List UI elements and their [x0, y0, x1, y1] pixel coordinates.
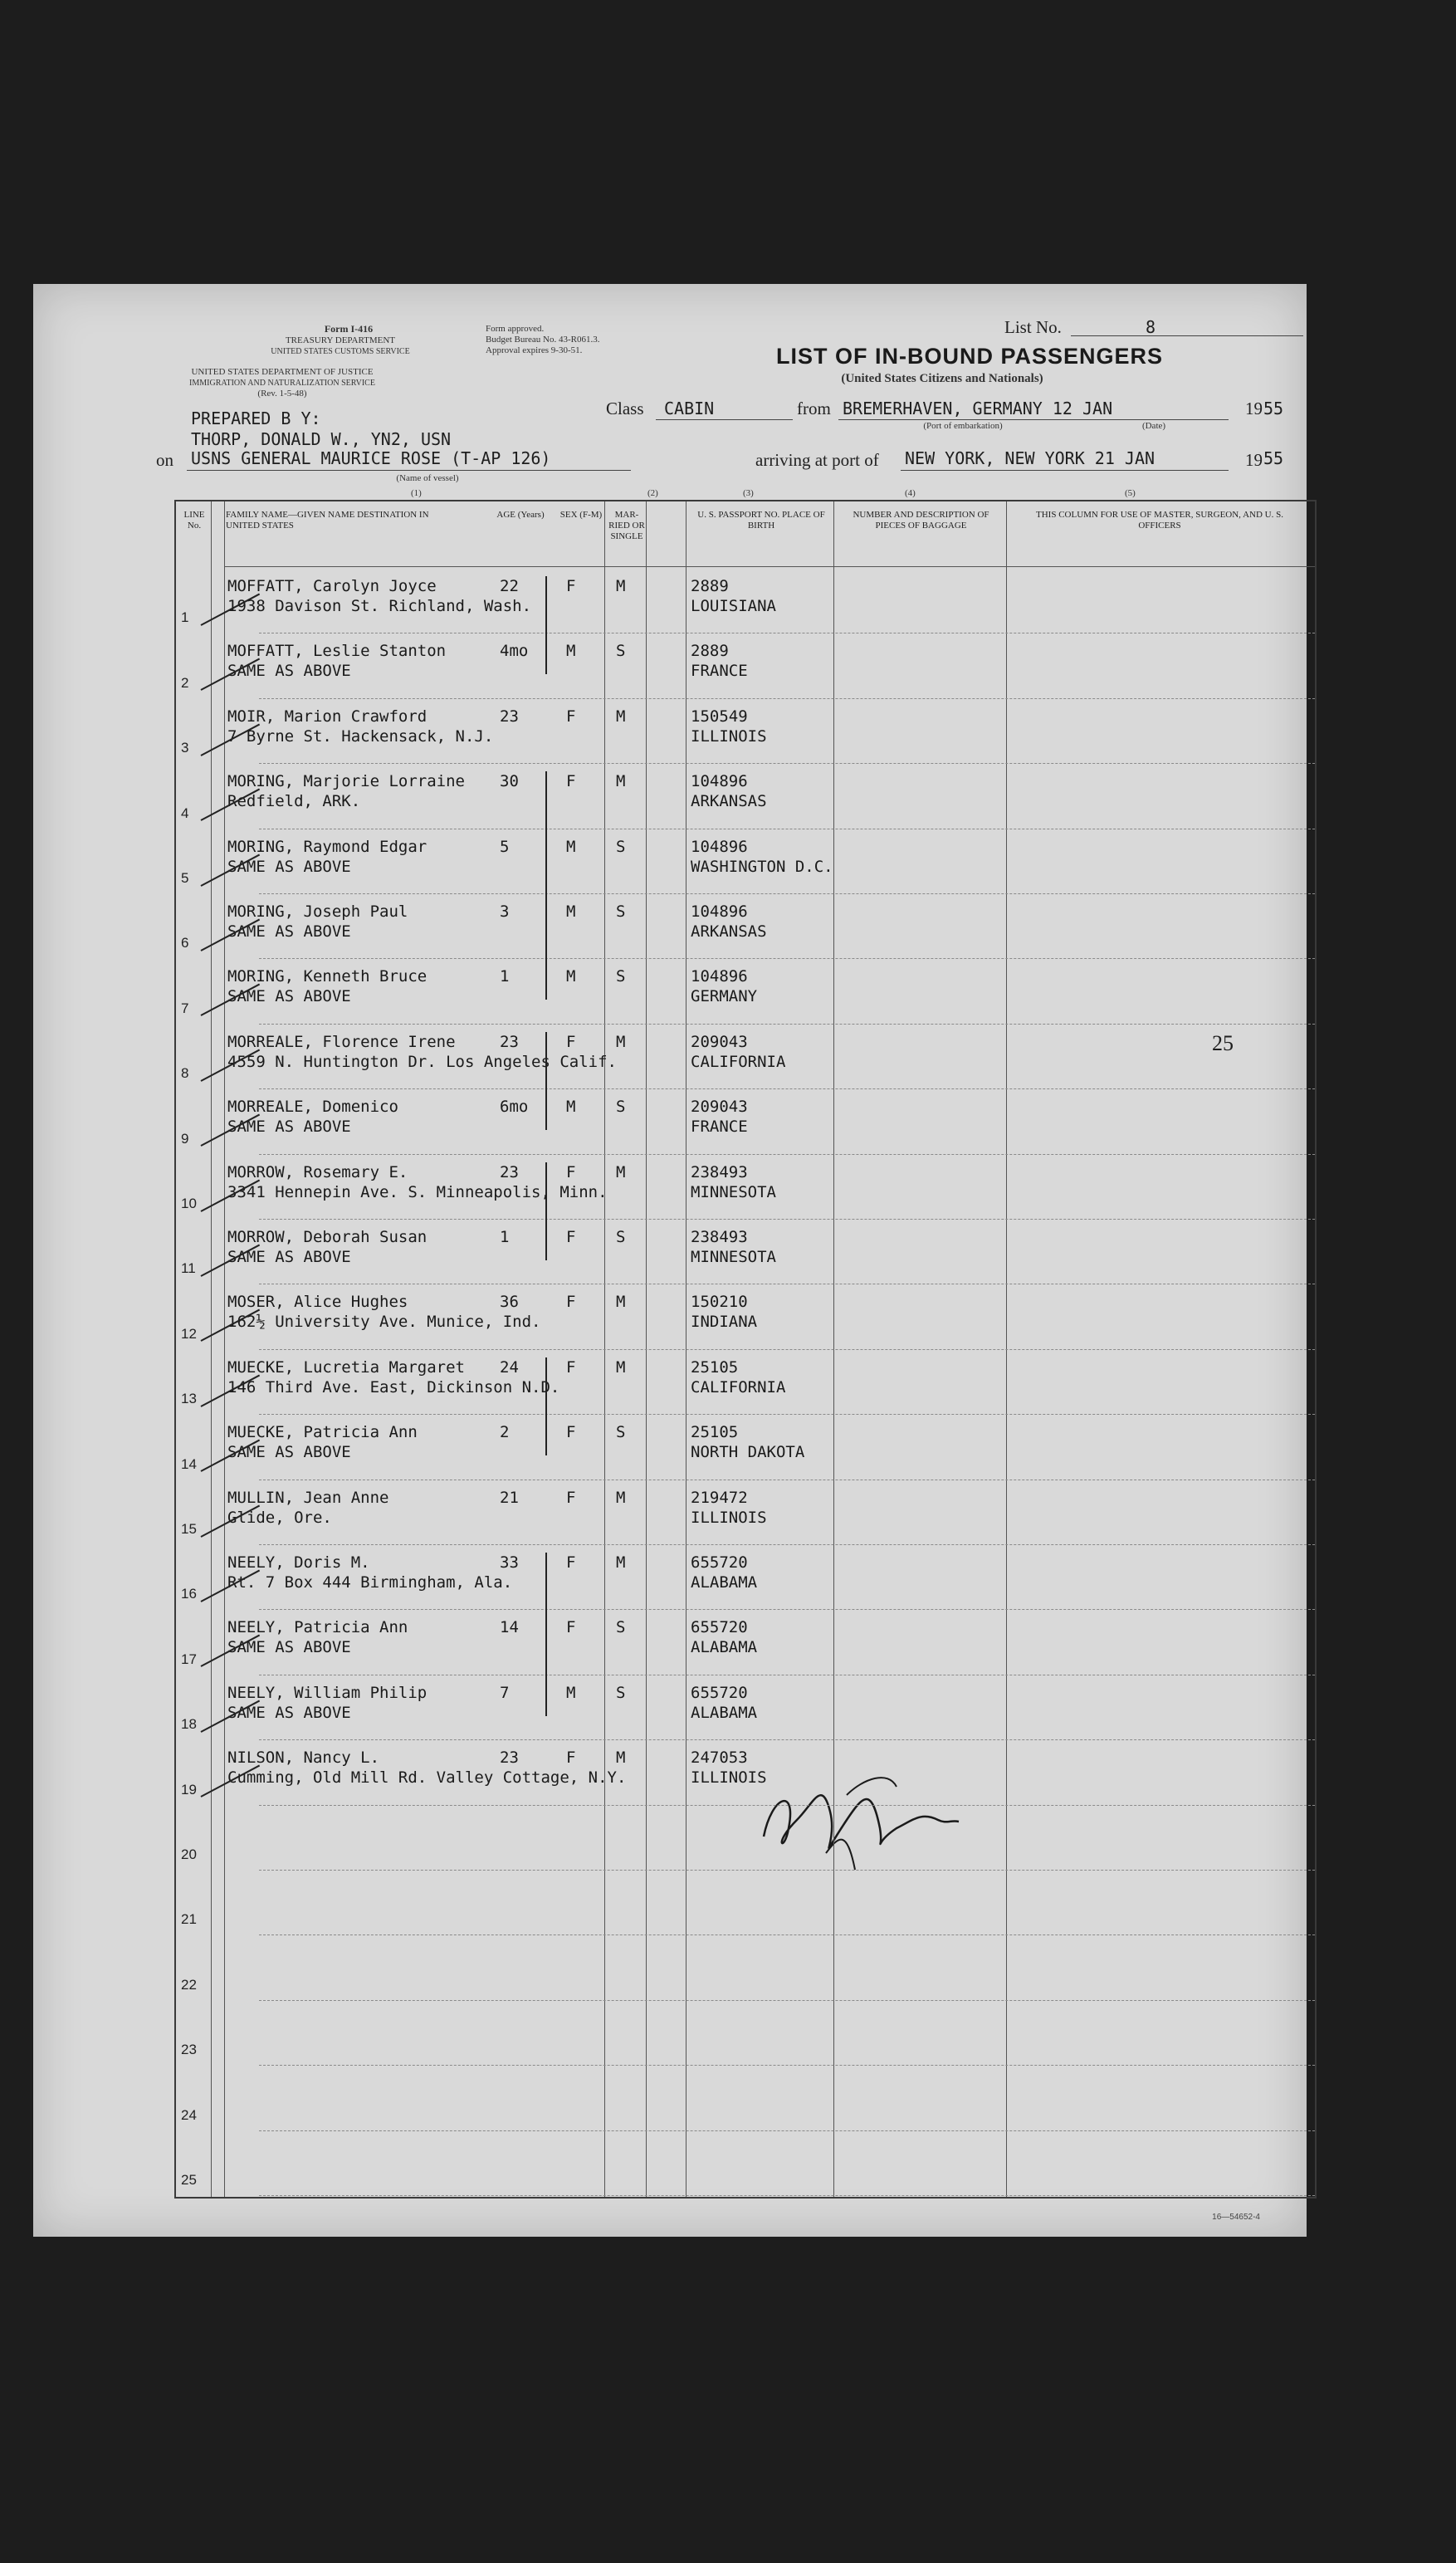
passenger-sex: F — [566, 1162, 576, 1181]
passenger-name: MULLIN, Jean Anne — [227, 1488, 389, 1507]
class-label: Class — [606, 399, 644, 418]
col-head-sex: SEX (F-M) — [559, 510, 603, 520]
passenger-marital: M — [616, 1357, 626, 1377]
passenger-destination: 146 Third Ave. East, Dickinson N.D. — [227, 1377, 560, 1396]
passenger-name: MORING, Marjorie Lorraine — [227, 772, 465, 791]
passport-number: 2889 — [691, 577, 729, 595]
family-bracket — [545, 1357, 547, 1455]
line-number: 17 — [181, 1651, 197, 1667]
passenger-name: MOFFATT, Carolyn Joyce — [227, 577, 437, 595]
passenger-marital: M — [616, 1488, 626, 1507]
passport-number: 209043 — [691, 1032, 748, 1051]
line-number: 16 — [181, 1586, 197, 1602]
row-divider — [259, 1739, 1315, 1740]
passenger-name: MUECKE, Patricia Ann — [227, 1423, 418, 1442]
page-title: LIST OF IN-BOUND PASSENGERS — [776, 344, 1164, 369]
passenger-marital: M — [616, 1293, 626, 1312]
passport-number: 209043 — [691, 1098, 748, 1117]
passenger-sex: F — [566, 1357, 576, 1377]
vessel-name: USNS GENERAL MAURICE ROSE (T-AP 126) — [191, 448, 551, 468]
passenger-age: 5 — [500, 837, 510, 856]
row-divider — [259, 1544, 1315, 1545]
passport-number: 25105 — [691, 1423, 739, 1442]
line-number: 12 — [181, 1325, 197, 1342]
list-no-underline — [1071, 335, 1303, 336]
place-of-birth: ILLINOIS — [691, 726, 767, 746]
passenger-age: 3 — [500, 902, 510, 921]
passenger-age: 22 — [500, 577, 519, 595]
preparer-name: THORP, DONALD W., YN2, USN — [191, 429, 452, 449]
passenger-destination: SAME AS ABOVE — [227, 662, 351, 681]
passenger-destination: 162½ University Ave. Munice, Ind. — [227, 1313, 541, 1332]
passenger-marital: S — [616, 1618, 626, 1637]
passenger-marital: M — [616, 577, 626, 595]
passport-number: 2889 — [691, 642, 729, 661]
port-embarkation-caption: (Port of embarkation) — [923, 421, 1003, 431]
date-caption: (Date) — [1141, 421, 1166, 431]
line-number: 23 — [181, 2042, 197, 2058]
place-of-birth: MINNESOTA — [691, 1182, 776, 1201]
passenger-destination: Redfield, ARK. — [227, 792, 361, 811]
passenger-destination: SAME AS ABOVE — [227, 1118, 351, 1137]
row-divider — [259, 1934, 1315, 1935]
passenger-sex: F — [566, 1032, 576, 1051]
passenger-destination: SAME AS ABOVE — [227, 987, 351, 1006]
line-number: 18 — [181, 1716, 197, 1733]
passenger-name: MUECKE, Lucretia Margaret — [227, 1357, 465, 1377]
passenger-marital: S — [616, 1228, 626, 1246]
passenger-sex: F — [566, 1749, 576, 1768]
passenger-name: NEELY, Doris M. — [227, 1553, 370, 1572]
col-num-1: (1) — [411, 488, 422, 498]
passenger-destination: 1938 Davison St. Richland, Wash. — [227, 597, 532, 615]
passenger-marital: M — [616, 1032, 626, 1051]
line-number: 8 — [181, 1065, 189, 1082]
passenger-destination: 3341 Hennepin Ave. S. Minneapolis, Minn. — [227, 1182, 608, 1201]
passenger-age: 4mo — [500, 642, 529, 661]
passenger-destination: SAME AS ABOVE — [227, 857, 351, 876]
from-value: BREMERHAVEN, GERMANY 12 JAN — [843, 399, 1113, 418]
passenger-marital: S — [616, 967, 626, 986]
row-divider — [259, 1154, 1315, 1155]
passenger-age: 21 — [500, 1488, 519, 1507]
line-number: 3 — [181, 740, 189, 756]
line-number: 19 — [181, 1781, 197, 1798]
col-head-married: MAR-RIED OR SINGLE — [608, 510, 645, 541]
line-number: 21 — [181, 1911, 197, 1928]
passenger-name: NEELY, William Philip — [227, 1683, 428, 1702]
passenger-marital: S — [616, 837, 626, 856]
line-number: 22 — [181, 1976, 197, 1993]
year2-label: 19 — [1245, 450, 1263, 470]
line-number: 25 — [181, 2172, 197, 2188]
on-label: on — [156, 450, 173, 470]
col-head-baggage: NUMBER AND DESCRIPTION OF PIECES OF BAGGAGE — [853, 510, 989, 531]
passenger-name: MOSER, Alice Hughes — [227, 1293, 408, 1312]
passenger-age: 24 — [500, 1357, 519, 1377]
passport-number: 219472 — [691, 1488, 748, 1507]
place-of-birth: ILLINOIS — [691, 1768, 767, 1788]
class-underline — [656, 419, 793, 420]
passenger-age: 33 — [500, 1553, 519, 1572]
row-divider — [259, 2000, 1315, 2001]
form-footer-number: 16—54652-4 — [1212, 2213, 1260, 2222]
passenger-age: 23 — [500, 707, 519, 726]
passenger-destination: SAME AS ABOVE — [227, 922, 351, 941]
vessel-underline — [187, 470, 631, 471]
place-of-birth: INDIANA — [691, 1313, 758, 1332]
place-of-birth: ARKANSAS — [691, 792, 767, 811]
passenger-destination: Cumming, Old Mill Rd. Valley Cottage, N.Y. — [227, 1768, 627, 1788]
col-num-2: (2) — [647, 488, 658, 498]
place-of-birth: FRANCE — [691, 1118, 748, 1137]
place-of-birth: NORTH DAKOTA — [691, 1443, 805, 1462]
customs-label: UNITED STATES CUSTOMS SERVICE — [271, 347, 410, 356]
place-of-birth: MINNESOTA — [691, 1248, 776, 1266]
row-divider — [259, 1024, 1315, 1025]
passenger-age: 23 — [500, 1162, 519, 1181]
passenger-sex: M — [566, 1098, 576, 1117]
passenger-table — [174, 500, 1317, 2199]
line-number: 1 — [181, 609, 189, 626]
place-of-birth: ARKANSAS — [691, 922, 767, 941]
passenger-sex: M — [566, 967, 576, 986]
passenger-age: 36 — [500, 1293, 519, 1312]
passenger-marital: M — [616, 1553, 626, 1572]
passenger-age: 23 — [500, 1032, 519, 1051]
passenger-age: 7 — [500, 1683, 510, 1702]
row-divider — [259, 2130, 1315, 2131]
place-of-birth: ALABAMA — [691, 1638, 758, 1657]
family-bracket — [545, 1032, 547, 1130]
list-no-value: 8 — [1146, 317, 1156, 337]
passenger-destination: 7 Byrne St. Hackensack, N.J. — [227, 726, 494, 746]
line-number: 4 — [181, 805, 189, 821]
approval-1: Form approved. — [486, 324, 545, 334]
passenger-marital: M — [616, 1749, 626, 1768]
header-rule — [224, 566, 1315, 567]
passenger-sex: F — [566, 1488, 576, 1507]
passenger-age: 2 — [500, 1423, 510, 1442]
treasury-label: TREASURY DEPARTMENT — [285, 335, 396, 345]
passenger-name: MORING, Raymond Edgar — [227, 837, 428, 856]
justice-label: UNITED STATES DEPARTMENT OF JUSTICE — [191, 367, 374, 377]
passenger-marital: S — [616, 1423, 626, 1442]
passport-number: 104896 — [691, 837, 748, 856]
passenger-sex: F — [566, 1423, 576, 1442]
passenger-sex: M — [566, 837, 576, 856]
approval-2: Budget Bureau No. 43-R061.3. — [486, 335, 600, 345]
passenger-marital: M — [616, 772, 626, 791]
passenger-marital: S — [616, 1683, 626, 1702]
line-number: 7 — [181, 1000, 189, 1016]
passenger-marital: S — [616, 642, 626, 661]
line-number: 24 — [181, 2106, 197, 2123]
passenger-age: 1 — [500, 967, 510, 986]
passport-number: 104896 — [691, 967, 748, 986]
col-head-line: LINE No. — [183, 510, 205, 531]
line-number: 20 — [181, 1846, 197, 1862]
col-head-name: FAMILY NAME—GIVEN NAME DESTINATION IN UNITED STATES — [226, 510, 429, 531]
place-of-birth: GERMANY — [691, 987, 758, 1006]
passenger-sex: M — [566, 642, 576, 661]
row-divider — [259, 2195, 1315, 2196]
passenger-name: MORROW, Deborah Susan — [227, 1228, 428, 1246]
passport-number: 25105 — [691, 1357, 739, 1377]
arrival-underline — [901, 470, 1229, 471]
passenger-sex: F — [566, 1618, 576, 1637]
passenger-sex: F — [566, 1293, 576, 1312]
passenger-marital: S — [616, 902, 626, 921]
line-number: 9 — [181, 1130, 189, 1147]
passenger-destination: Rt. 7 Box 444 Birmingham, Ala. — [227, 1573, 513, 1592]
place-of-birth: CALIFORNIA — [691, 1052, 786, 1071]
line-number: 5 — [181, 870, 189, 886]
passenger-name: MORROW, Rosemary E. — [227, 1162, 408, 1181]
col-head-officers: THIS COLUMN FOR USE OF MASTER, SURGEON, AND U. S. OFFICERS — [1036, 510, 1283, 531]
approval-3: Approval expires 9-30-51. — [486, 345, 583, 355]
passport-number: 150549 — [691, 707, 748, 726]
passenger-destination: SAME AS ABOVE — [227, 1703, 351, 1722]
col-divider — [224, 501, 225, 2197]
passport-number: 104896 — [691, 772, 748, 791]
row-divider — [259, 763, 1315, 764]
place-of-birth: WASHINGTON D.C. — [691, 857, 833, 876]
form-number: Form I-416 — [324, 323, 374, 335]
place-of-birth: LOUISIANA — [691, 597, 776, 615]
page-subtitle: (United States Citizens and Nationals) — [841, 372, 1043, 385]
from-label: from — [797, 399, 831, 418]
row-divider — [259, 1805, 1315, 1806]
line-number: 11 — [181, 1260, 196, 1277]
passport-number: 150210 — [691, 1293, 748, 1312]
passenger-name: NEELY, Patricia Ann — [227, 1618, 408, 1637]
passenger-marital: M — [616, 707, 626, 726]
arriving-label: arriving at port of — [755, 450, 879, 470]
place-of-birth: FRANCE — [691, 662, 748, 681]
passport-number: 655720 — [691, 1618, 748, 1637]
passenger-name: NILSON, Nancy L. — [227, 1749, 380, 1768]
passenger-destination: SAME AS ABOVE — [227, 1248, 351, 1266]
passenger-age: 1 — [500, 1228, 510, 1246]
passenger-sex: M — [566, 1683, 576, 1702]
prepared-by-label: PREPARED B Y: — [191, 408, 321, 428]
passport-number: 655720 — [691, 1553, 748, 1572]
passenger-age: 14 — [500, 1618, 519, 1637]
line-number: 13 — [181, 1391, 197, 1407]
year-label: 19 — [1245, 399, 1263, 418]
passenger-sex: F — [566, 772, 576, 791]
row-divider — [259, 1088, 1315, 1089]
line-number: 2 — [181, 674, 189, 691]
year2-value: 55 — [1263, 448, 1284, 468]
passport-number: 655720 — [691, 1683, 748, 1702]
passenger-sex: F — [566, 1228, 576, 1246]
line-number: 6 — [181, 935, 189, 951]
from-underline — [838, 419, 1229, 420]
passenger-age: 30 — [500, 772, 519, 791]
year-value: 55 — [1263, 399, 1284, 418]
passenger-sex: F — [566, 1553, 576, 1572]
passenger-name: MORING, Kenneth Bruce — [227, 967, 428, 986]
col-num-5: (5) — [1125, 488, 1136, 498]
family-bracket — [545, 771, 547, 1000]
vessel-caption: (Name of vessel) — [396, 473, 459, 483]
passenger-name: MORREALE, Florence Irene — [227, 1032, 456, 1051]
passenger-name: MOIR, Marion Crawford — [227, 707, 428, 726]
ins-label: IMMIGRATION AND NATURALIZATION SERVICE — [189, 379, 375, 388]
passenger-destination: SAME AS ABOVE — [227, 1638, 351, 1657]
passenger-sex: F — [566, 577, 576, 595]
passenger-marital: S — [616, 1098, 626, 1117]
arrival-value: NEW YORK, NEW YORK 21 JAN — [905, 448, 1156, 468]
row-divider — [259, 1609, 1315, 1610]
passenger-age: 6mo — [500, 1098, 529, 1117]
line-number: 10 — [181, 1196, 197, 1211]
passenger-destination: SAME AS ABOVE — [227, 1443, 351, 1462]
row-divider — [259, 2065, 1315, 2066]
passenger-marital: M — [616, 1162, 626, 1181]
margin-note: 25 — [1212, 1031, 1234, 1055]
passport-number: 238493 — [691, 1228, 748, 1246]
col-num-4: (4) — [905, 488, 916, 498]
list-no-label: List No. — [1004, 317, 1062, 337]
passenger-destination: 4559 N. Huntington Dr. Los Angeles Calif. — [227, 1052, 617, 1071]
passenger-destination: Glide, Ore. — [227, 1508, 332, 1527]
row-divider — [259, 958, 1315, 959]
row-divider — [259, 1870, 1315, 1871]
line-number: 15 — [181, 1521, 197, 1537]
family-bracket — [545, 1162, 547, 1260]
row-divider — [259, 893, 1315, 894]
col-num-3: (3) — [743, 488, 754, 498]
passenger-sex: F — [566, 707, 576, 726]
passenger-name: MOFFATT, Leslie Stanton — [227, 642, 447, 661]
revision-label: (Rev. 1-5-48) — [257, 389, 307, 399]
class-value: CABIN — [664, 399, 715, 418]
row-divider — [259, 1219, 1315, 1220]
line-number: 14 — [181, 1455, 197, 1472]
passenger-name: MORREALE, Domenico — [227, 1098, 398, 1117]
passport-number: 247053 — [691, 1749, 748, 1768]
passenger-sex: M — [566, 902, 576, 921]
place-of-birth: CALIFORNIA — [691, 1377, 786, 1396]
passenger-name: MORING, Joseph Paul — [227, 902, 408, 921]
passport-number: 238493 — [691, 1162, 748, 1181]
family-bracket — [545, 576, 547, 674]
passport-number: 104896 — [691, 902, 748, 921]
row-divider — [259, 698, 1315, 699]
row-divider — [259, 1414, 1315, 1415]
passenger-age: 23 — [500, 1749, 519, 1768]
place-of-birth: ILLINOIS — [691, 1508, 767, 1527]
place-of-birth: ALABAMA — [691, 1573, 758, 1592]
col-head-age: AGE (Years) — [496, 510, 545, 520]
col-head-passport: U. S. PASSPORT NO. PLACE OF BIRTH — [697, 510, 825, 531]
place-of-birth: ALABAMA — [691, 1703, 758, 1722]
row-divider — [259, 1349, 1315, 1350]
family-bracket — [545, 1553, 547, 1716]
